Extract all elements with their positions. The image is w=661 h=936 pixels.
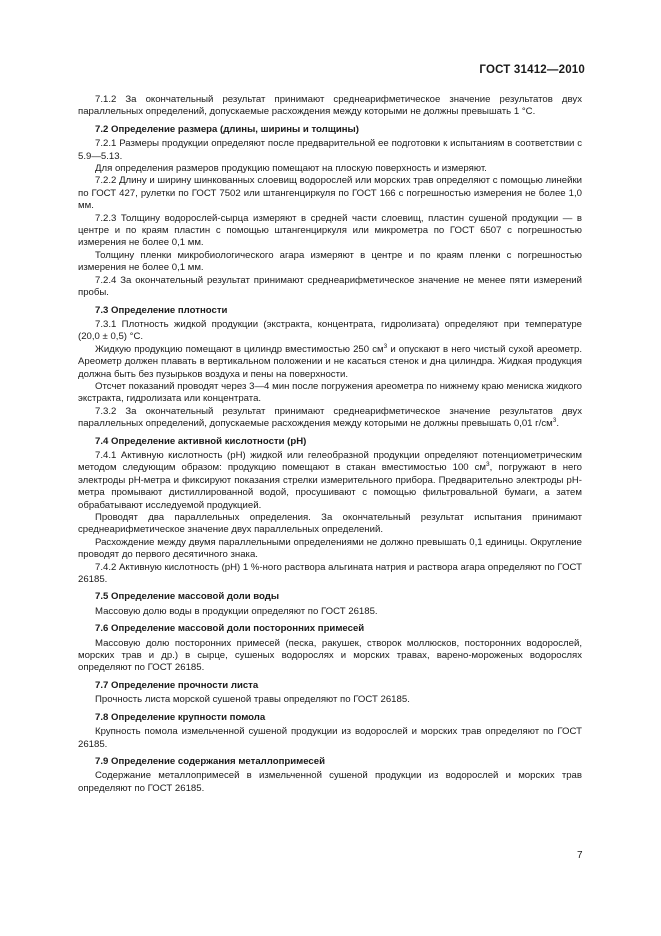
paragraph-text: Массовую долю воды в продукции определяют по ГОСТ 26185. [95, 605, 378, 617]
paragraph-text: 7.6 Определение массовой доли посторонних примесей [95, 623, 365, 635]
paragraph-text: Расхождение между двумя параллельными определениями не должно превышать 0,1 единицы. Округление проводят до первого десятичного знака. [78, 536, 582, 561]
paragraph [78, 381, 582, 406]
paragraph-text: 7.5 Определение массовой доли воды [95, 591, 280, 603]
paragraph-text-tail: . [556, 418, 560, 430]
paragraph [78, 250, 582, 275]
superscript: 3 [383, 342, 388, 350]
paragraph [78, 512, 582, 537]
paragraph [78, 319, 582, 344]
paragraph-text: 7.8 Определение крупности помола [95, 711, 266, 723]
paragraph [78, 175, 582, 212]
paragraph-text: Отсчет показаний проводят через 3—4 мин после погружения ареометра по нижнему краю мениска жидкого экстракта, гидролизата или концентрата. [78, 380, 582, 405]
section-heading [78, 436, 582, 448]
paragraph [78, 406, 582, 431]
paragraph-text: 7.4.1 Активную кислотность (рН) жидкой или гелеобразной продукции определяют потенциометрическим методом следующим образом: продукцию помещают в стакан вместимостью 100 см [78, 449, 582, 474]
paragraph-text: 7.4 Определение активной кислотности (рН) [95, 435, 307, 447]
paragraph [78, 537, 582, 562]
paragraph-text: 7.3 Определение плотности [95, 304, 228, 316]
paragraph-text: 7.3.1 Плотность жидкой продукции (экстракта, концентрата, гидролизата) определяют при температуре (20,0 ± 0,5) °С. [78, 318, 582, 343]
paragraph [78, 138, 582, 163]
page-number: 7 [577, 850, 583, 861]
superscript: 3 [486, 461, 490, 469]
paragraph [78, 213, 582, 250]
paragraph-text: Содержание металлопримесей в измельченной сушеной продукции из водорослей и морских трав определяют по ГОСТ 26185. [78, 770, 582, 794]
paragraph-text: Толщину пленки микробиологического агара измеряют в центре и по краям пленки с погрешностью измерения не более 0,1 мм. [78, 249, 582, 274]
paragraph [78, 606, 582, 618]
paragraph [78, 344, 582, 381]
paragraph-text: Жидкую продукцию помещают в цилиндр вместимостью 250 см [95, 343, 384, 355]
section-heading [78, 305, 582, 317]
paragraph-text: 7.2 Определение размера (длины, ширины и толщины) [95, 123, 359, 135]
paragraph [78, 163, 582, 175]
paragraph-text: 7.4.2 Активную кислотность (рН) 1 %-ного раствора альгината натрия и раствора агара определяют по ГОСТ 26185. [78, 561, 583, 586]
paragraph-text: 7.2.3 Толщину водорослей-сырца измеряют в средней части слоевищ, пластин сушеной продукции — в центре и по краям пластин с помощью штангенциркуля или микрометра по ГОСТ 6507 с погрешностью измерения не более 0,1 мм. [78, 212, 582, 249]
paragraph [78, 562, 582, 587]
paragraph [78, 770, 582, 795]
section-heading [78, 756, 582, 768]
paragraph-text: 7.2.1 Размеры продукции определяют после предварительной ее подготовки к испытаниям в соответствии с 5.9—5.13. [78, 138, 582, 162]
document-code: ГОСТ 31412—2010 [479, 64, 585, 76]
paragraph-text: Проводят два параллельных определения. За окончательный результат испытания принимают среднеарифметическое значение двух параллельных определений. [78, 512, 582, 536]
superscript: 3 [552, 416, 557, 424]
section-heading [78, 680, 582, 692]
section-heading [78, 712, 582, 724]
paragraph-text: 7.7 Определение прочности листа [95, 679, 259, 691]
paragraph-text-tail: и опускают в него чистый сухой ареометр. Ареометр должен плавать в вертикальном положении и не касаться стенок и дна цилиндра. Жидкая продукция должна быть без пузырьков воздуха и пены на поверхности. [78, 343, 582, 380]
paragraph-text: Массовую долю посторонних примесей (песка, ракушек, створок моллюсков, посторонних водорослей, морских трав и др.) в сырце, сушеных водорослях и морских травах, варено-мороженых водорослях определяют по ГОСТ 26185. [78, 637, 582, 674]
paragraph-text: 7.1.2 За окончательный результат принимают среднеарифметическое значение результатов двух параллельных определений, допускаемые расхождения между которыми не должны превышать 1 °С. [78, 94, 582, 118]
paragraph [78, 275, 582, 300]
paragraph [78, 450, 582, 512]
paragraph [78, 94, 582, 119]
paragraph-text: Прочность листа морской сушеной травы определяют по ГОСТ 26185. [95, 694, 410, 706]
paragraph [78, 726, 582, 751]
paragraph-text: Для определения размеров продукцию помещают на плоскую поверхность и измеряют. [95, 163, 487, 175]
paragraph-text: 7.2.2 Длину и ширину шинкованных слоевищ водорослей или морских трав определяют с помощью линейки по ГОСТ 427, рулетки по ГОСТ 7502 или штангенциркуля по ГОСТ 166 с погрешностью измерения не более 1,0 мм. [78, 175, 582, 212]
paragraph-text: 7.9 Определение содержания металлопримесей [95, 755, 326, 767]
paragraph-text-tail: , погружают в него электроды рН-метра и фиксируют показания стрелки измерительного прибора. Предварительно электроды рН-метра промывают дистиллированной водой, просушивают с помощью фильтровальной бумаги, а затем обрабатывают исследуемой продукцией. [78, 462, 583, 511]
paragraph [78, 694, 582, 706]
paragraph [78, 638, 582, 675]
paragraph-text: Крупность помола измельченной сушеной продукции из водорослей и морских трав определяют по ГОСТ 26185. [78, 726, 582, 750]
paragraph-text: 7.3.2 За окончательный результат принимают среднеарифметическое значение результатов двух параллельных определений, допускаемые расхождения между которыми не должны превышать 0,01 г/см [78, 405, 582, 430]
document-body [78, 94, 582, 795]
section-heading [78, 591, 582, 603]
section-heading [78, 124, 582, 136]
paragraph-text: 7.2.4 За окончательный результат принимают среднеарифметическое значение не менее пяти измерений пробы. [78, 274, 582, 299]
section-heading [78, 623, 582, 635]
